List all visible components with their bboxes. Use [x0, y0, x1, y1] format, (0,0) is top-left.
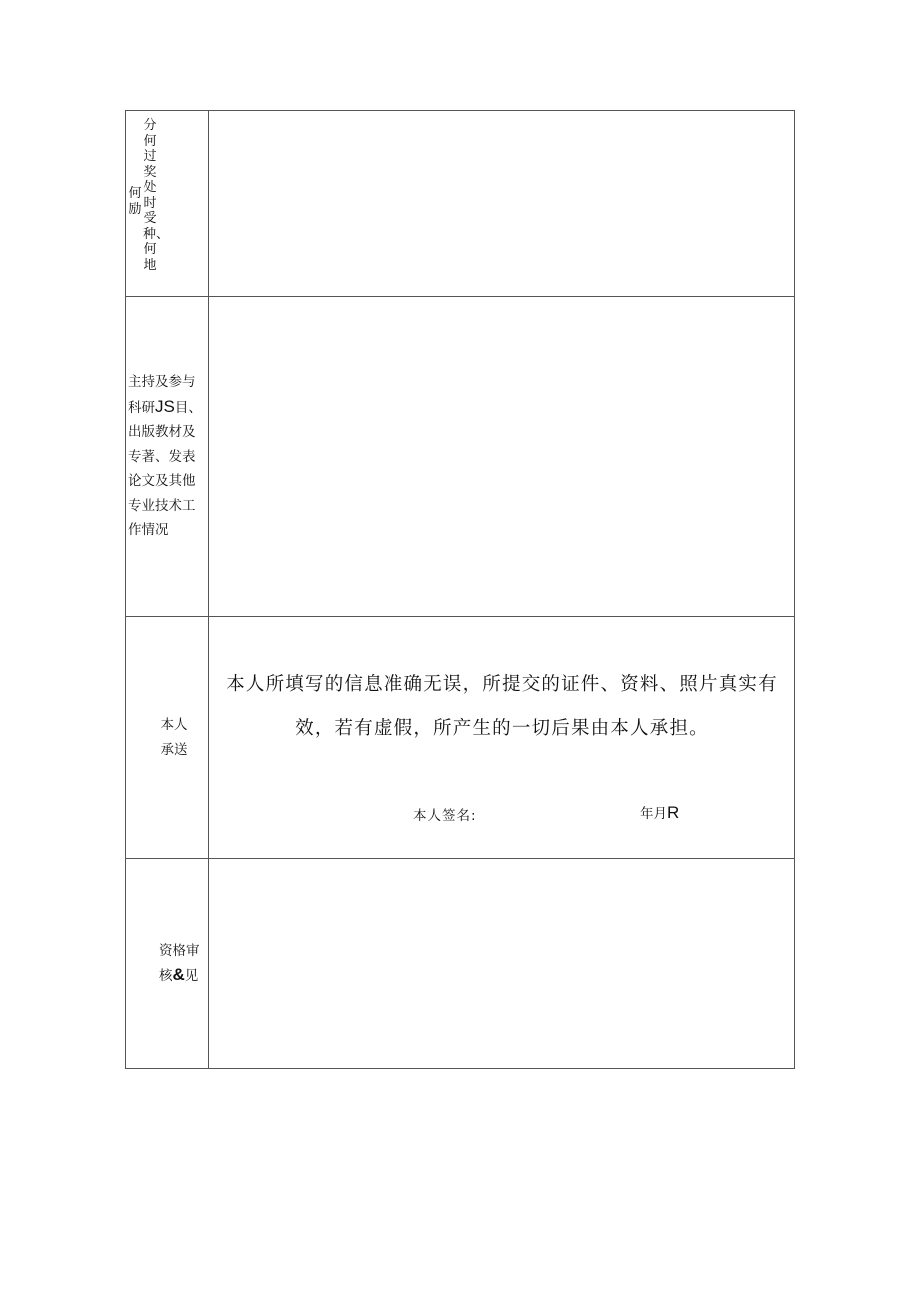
research-label-prefix: 主持及参与科研	[128, 374, 196, 416]
awards-label-col1: 何励	[128, 186, 142, 217]
commitment-row	[126, 617, 795, 859]
date-label	[640, 802, 679, 823]
review-row	[126, 859, 795, 1069]
application-form-table	[125, 110, 795, 1069]
review-label-glyph: &	[172, 965, 185, 984]
research-label	[128, 370, 206, 543]
commitment-label: 本人承送	[160, 717, 188, 758]
awards-content-field[interactable]	[209, 111, 795, 297]
research-row	[126, 297, 795, 617]
review-content-field[interactable]	[209, 859, 795, 1069]
review-label	[159, 939, 207, 989]
awards-label	[126, 111, 209, 296]
review-label-suffix: 见	[184, 968, 199, 984]
commitment-statement: 本人所填写的信息准确无误，所提交的证件、资料、照片真实有效，若有虚假，所产生的一切后果由本人承担。	[226, 674, 778, 739]
date-label-glyph: R	[667, 803, 680, 822]
research-label-glyph: JS	[155, 396, 175, 416]
research-label-suffix: 目、出版教材及专著、发表论文及其他专业技术工作情况	[128, 399, 202, 539]
awards-row	[126, 111, 795, 297]
date-label-prefix: 年月	[640, 806, 667, 822]
commitment-content-cell	[209, 617, 795, 859]
signature-label: 本人签名:	[413, 808, 477, 824]
review-label-cell	[126, 859, 209, 1069]
review-label-prefix: 资格审核	[159, 942, 200, 984]
research-content-field[interactable]	[209, 297, 795, 617]
awards-label-col2: 分何过奖处时受种、何地	[143, 118, 170, 273]
research-label-cell	[126, 297, 209, 617]
commitment-label-cell	[126, 617, 209, 859]
awards-label-cell	[126, 111, 209, 297]
